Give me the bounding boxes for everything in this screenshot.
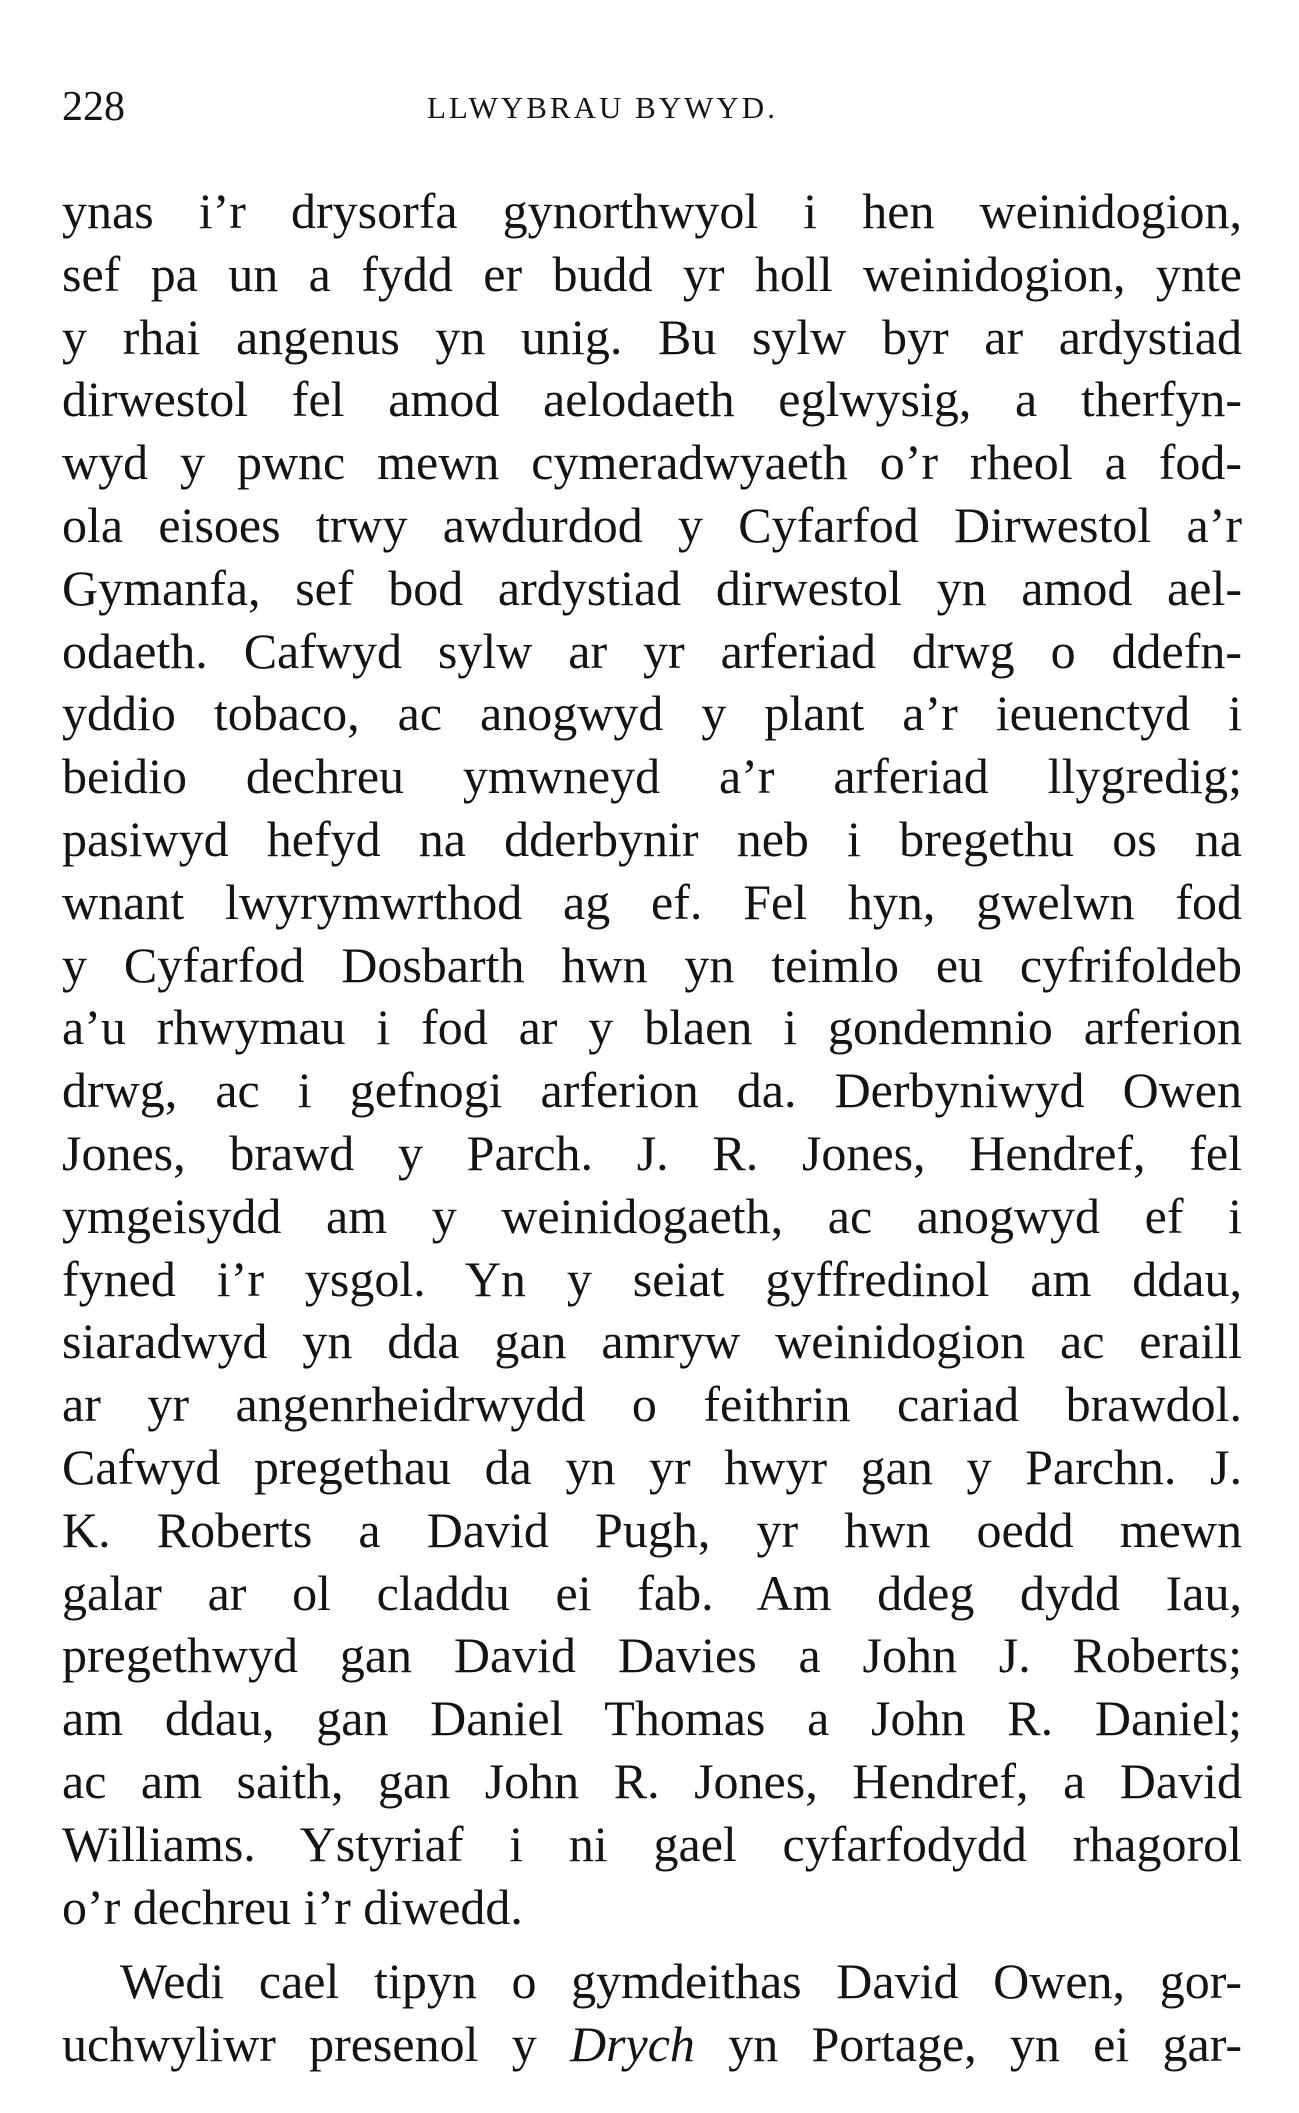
text-line: Williams. Ystyriaf i ni gael cyfarfodydd rhagorol — [62, 1815, 1242, 1872]
text-fragment: uchwyliwr presenol y — [62, 2016, 570, 2073]
text-line: dirwestol fel amod aelodaeth eglwysig, a therfyn- — [62, 371, 1242, 428]
text-line: a’u rhwymau i fod ar y blaen i gondemnio arferion — [62, 999, 1242, 1056]
text-line: siaradwyd yn dda gan amryw weinidogion ac eraill — [62, 1313, 1242, 1370]
text-line: Wedi cael tipyn o gymdeithas David Owen, gor- — [120, 1953, 1242, 2010]
text-line: sef pa un a fydd er budd yr holl weinidogion, ynte — [62, 245, 1242, 302]
newspaper-title: Drych — [569, 2016, 695, 2073]
page-number: 228 — [62, 84, 125, 130]
text-line: y rhai angenus yn unig. Bu sylw byr ar ardystiad — [62, 308, 1242, 365]
text-line: K. Roberts a David Pugh, yr hwn oedd mewn — [62, 1501, 1242, 1558]
paragraph-1 — [62, 180, 1242, 1938]
page-header — [62, 82, 1242, 132]
text-fragment: yn Portage, yn ei gar- — [694, 2016, 1242, 2073]
text-line — [62, 2013, 1242, 2076]
text-line: ola eisoes trwy awdurdod y Cyfarfod Dirwestol a’r — [62, 496, 1242, 553]
text-line: pasiwyd hefyd na dderbynir neb i bregethu os na — [62, 810, 1242, 867]
text-line: odaeth. Cafwyd sylw ar yr arferiad drwg o ddefn- — [62, 622, 1242, 679]
text-line: am ddau, gan Daniel Thomas a John R. Daniel; — [62, 1690, 1242, 1747]
text-line: drwg, ac i gefnogi arferion da. Derbyniwyd Owen — [62, 1062, 1242, 1119]
text-line: galar ar ol claddu ei fab. Am ddeg dydd Iau, — [62, 1564, 1242, 1621]
text-line: Cafwyd pregethau da yn yr hwyr gan y Parchn. J. — [62, 1438, 1242, 1495]
text-line: ac am saith, gan John R. Jones, Hendref, a David — [62, 1752, 1242, 1809]
text-line: ar yr angenrheidrwydd o feithrin cariad brawdol. — [62, 1376, 1242, 1433]
text-line: ynas i’r drysorfa gynorthwyol i hen weinidogion, — [62, 183, 1242, 239]
text-line: ymgeisydd am y weinidogaeth, ac anogwyd ef i — [62, 1187, 1242, 1244]
text-line: y Cyfarfod Dosbarth hwn yn teimlo eu cyfrifoldeb — [62, 936, 1242, 993]
text-line: beidio dechreu ymwneyd a’r arferiad llygredig; — [62, 748, 1242, 805]
paragraph-2 — [62, 1950, 1242, 2076]
text-line: Jones, brawd y Parch. J. R. Jones, Hendref, fel — [62, 1124, 1242, 1181]
paragraph-gap — [62, 1938, 1242, 1950]
text-line: wnant lwyrymwrthod ag ef. Fel hyn, gwelwn fod — [62, 873, 1242, 930]
text-line: fyned i’r ysgol. Yn y seiat gyffredinol am ddau, — [62, 1250, 1242, 1307]
body-text — [62, 180, 1242, 2076]
text-line: wyd y pwnc mewn cymeradwyaeth o’r rheol a fod- — [62, 434, 1242, 491]
running-title: LLWYBRAU BYWYD. — [427, 90, 778, 125]
text-line: pregethwyd gan David Davies a John J. Roberts; — [62, 1627, 1242, 1684]
text-line: yddio tobaco, ac anogwyd y plant a’r ieuenctyd i — [62, 685, 1242, 742]
text-line: o’r dechreu i’r diwedd. — [62, 1878, 523, 1935]
text-line: Gymanfa, sef bod ardystiad dirwestol yn amod ael- — [62, 559, 1242, 616]
